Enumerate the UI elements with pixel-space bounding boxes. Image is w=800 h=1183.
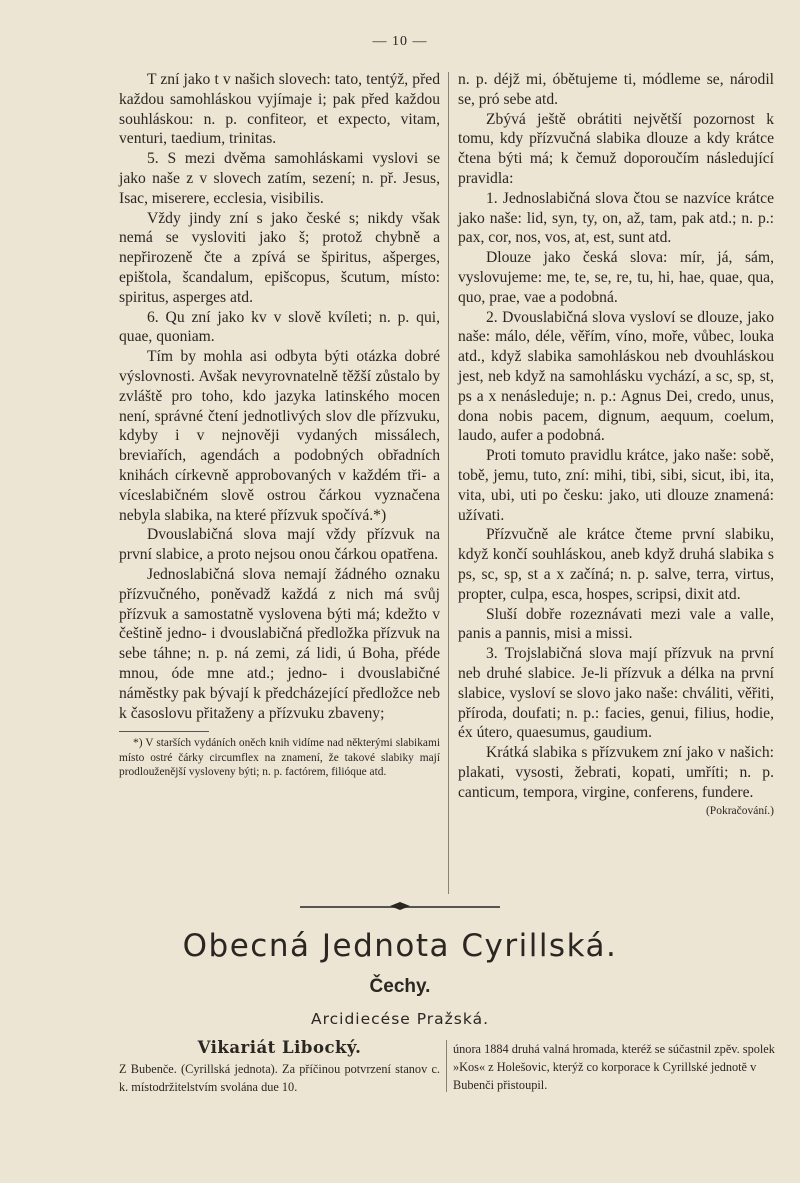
paragraph: n. p. déjž mi, óbětujeme ti, módleme se, národil se, pró sebe atd.: [458, 71, 774, 108]
paragraph: Zbývá ještě obrátiti největší pozornost k tomu, kdy přízvučná slabika dlouze a kdy krátce čtena býti má; k čemuž doporoučím následující pravidla:: [458, 110, 774, 187]
paragraph: 3. Trojslabičná slova mají přízvuk na první neb druhé slabice. Je-li přízvuk a délka na první slabice, vysloví se slovo jako naše: chváliti, věřiti, příroda, doufati; n. p.: facies, genui, filius, hodie, éx útero, quaesumus, gaudium.: [458, 645, 774, 742]
paragraph: Jednoslabičná slova nemají žádného oznaku přízvučného, poněvadž každá z nich má svůj přízvuk a samostatně vyslovena býti má; kdežto v češtině jedno- i dvouslabičná předložka přízvuk na sebe táhne; n. p. ná zemi, zá lidi, ú Boha, přéde mnou, óde mne atd.; jedno- i dvouslabičné náměstky pak bývají k předcházející předložce neb k časoslovu přitaženy a přízvuku zbaveny;: [119, 565, 440, 722]
column-divider: [448, 72, 449, 894]
paragraph: Dlouze jako česká slova: mír, já, sám, vyslovujeme: me, te, se, re, tu, hi, hae, quae, qua, quo, prae, vae a podobná.: [458, 249, 774, 306]
page-number: — 10 —: [372, 34, 428, 49]
footnote: *) V starších vydáních oněch knih vidíme nad některými slabikami místo ostré čárky circumflex na znamení, že takové slabiky mají prodlouženější vysloveny býti; n. p. factórem, filióque atd.: [119, 737, 440, 778]
paragraph: 2. Dvouslabičná slova vysloví se dlouze, jako naše: málo, déle, věřím, víno, moře, vůbec, louka atd., když slabika samohláskou neb dvouhláskou jest, neb když na samohlásku vychází, a sc, sp, st, ps a x nenásleduje; n. p.: Agnus Dei, credo, unus, dona nobis pacem, dignum, aequum, coelum, laudo, aufer a podobná.: [458, 308, 774, 445]
paragraph: 5. S mezi dvěma samohláskami vyslovi se jako naše z v slovech zatím, sezení; n. př. Jesus, Isac, miserere, ecclesia, visibilis.: [119, 150, 440, 207]
vicariate-heading: Vikariát Libocký.: [197, 1038, 362, 1057]
news-item-left: Z Bubenče. (Cyrillská jednota). Za příčinou potvrzení stanov c. k. místodržitelstvím svolána due 10.: [119, 1062, 440, 1094]
separator-ornament-icon: [390, 902, 410, 910]
paragraph: Proti tomuto pravidlu krátce, jako naše: sobě, tobě, jemu, tuto, zní: mihi, tibi, sibi, sicut, ibi, ita, vita, ubi, uti po česku: jako, uti dlouze znamená: užívati.: [458, 447, 774, 524]
paragraph: 1. Jednoslabičná slova čtou se nazvíce krátce jako naše: lid, syn, ty, on, až, tam, pak atd.; n. p.: pax, cor, nos, vos, at, est, sunt atd.: [458, 189, 774, 247]
paragraph: Vždy jindy zní s jako české s; nikdy však nemá se vysloviti jako š; protož chybně a nepřirozeně čte a zpívá se špiritus, ašperges, epištola, šcandalum, epišcopus, šcutum, místo: spiritus, asperges atd.: [119, 209, 440, 306]
news-divider: [446, 1040, 447, 1092]
left-column: [119, 70, 440, 779]
paragraph: Přízvučně ale krátce čteme první slabiku, když končí souhláskou, aneb když druhá slabika s ps, sc, sp, st a x začíná; n. p. salve, terra, virtus, propter, culpa, esca, hospes, scripsi, dixit atd.: [458, 526, 774, 603]
news-item-right: února 1884 druhá valná hromada, kteréž se súčastnil zpěv. spolek »Kos« z Holešovic, kterýž co korporace k Cyrillské jednotě v Bubenči přistoupil.: [453, 1042, 775, 1092]
diocese-heading: Arcidiecése Pražská.: [310, 1010, 490, 1028]
paragraph: 6. Qu zní jako kv v slově kvíleti; n. p. qui, quae, quoniam.: [119, 308, 440, 346]
paragraph: T zní jako t v našich slovech: tato, tentýž, před každou samohláskou vyjímaje i; pak před každou souhláskou: n. p. confiteor, et expecto, vitam, venturi, taedium, trinitas.: [119, 71, 440, 148]
paragraph: Sluší dobře rozeznávati mezi vale a valle, panis a pannis, misi a missi.: [458, 605, 774, 643]
right-column: [458, 70, 774, 822]
paragraph: Dvouslabičná slova mají vždy přízvuk na první slabice, a proto nejsou onou čárkou opatřena.: [119, 526, 440, 564]
section-title: Obecná Jednota Cyrillská.: [182, 928, 618, 964]
region-heading: Čechy.: [369, 976, 431, 997]
paragraph: Krátká slabika s přízvukem zní jako v našich: plakati, vysosti, žebrati, kopati, umříti; n. p. canticum, tempora, virgine, conferens, fundere.: [458, 744, 774, 801]
footnote-divider: [119, 731, 209, 732]
continuation-note: (Pokračování.): [705, 805, 774, 818]
paragraph: Tím by mohla asi odbyta býti otázka dobré výslovnosti. Avšak nevyrovnatelně těžší zůstalo by zvláště pro toho, kdo jazyka latinského mocen není, správné čtení jednotlivých slov dle přízvuku, kdyby i v nejnověji vydaných missálech, breviařích, agendách a podobných obřadních knihách církevně approbovaných v každém tři- a víceslabičném slově ostrou čárkou vyznačena nebyla slabika, na které přízvuk spočívá.*): [119, 348, 440, 524]
